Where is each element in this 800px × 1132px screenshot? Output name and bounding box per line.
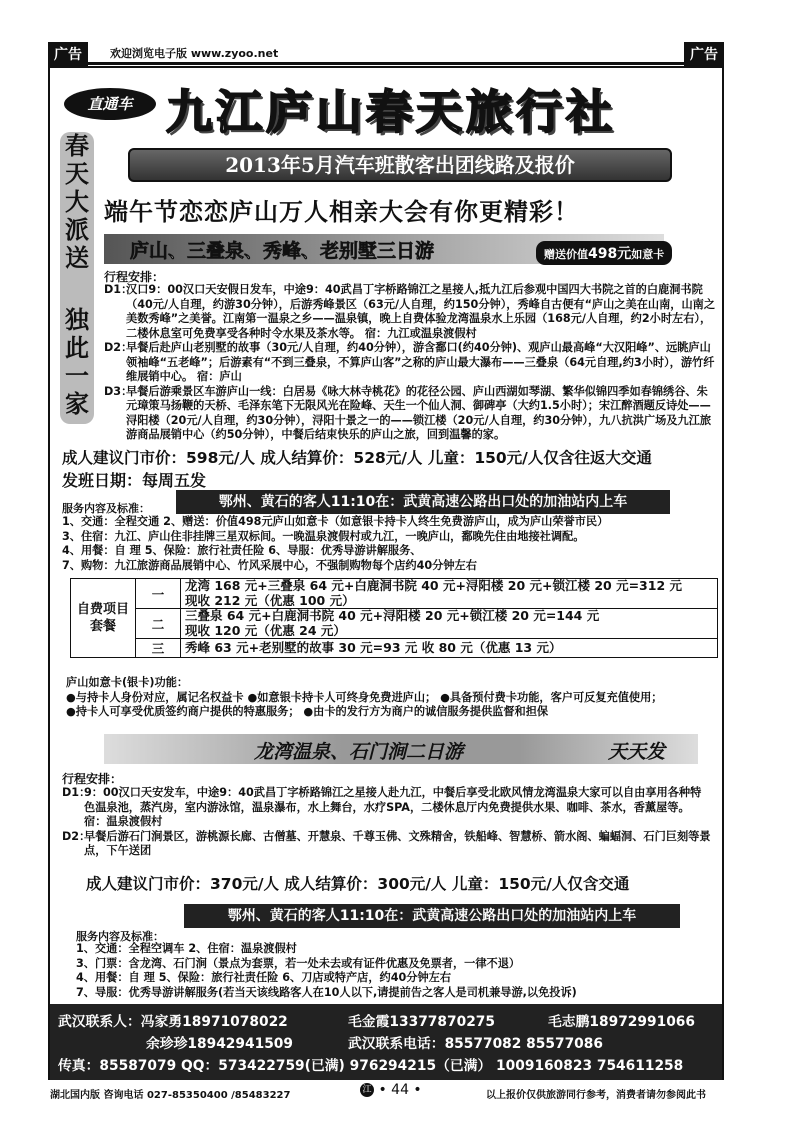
route2-itinerary — [62, 786, 712, 859]
route2-services — [76, 942, 716, 1000]
page-number — [360, 1082, 422, 1098]
page-emblem-icon: 江 — [360, 1083, 374, 1097]
contact-person-1: 武汉联系人：冯家勇18971078022 — [58, 1014, 288, 1030]
footer-left: 湖北国内版 咨询电话 027-85350400 /85483227 — [50, 1090, 291, 1101]
option-line: 现收 212 元（优惠 100 元） — [185, 592, 355, 608]
itinerary-day — [62, 830, 712, 859]
side-char: 一 — [65, 361, 89, 390]
route1-pickup: 鄂州、黄石的客人11:10在：武黄高速公路出口处的加油站内上车 — [176, 490, 670, 514]
ad-label-right: 广告 — [684, 42, 724, 66]
route2-title: 龙湾温泉、石门涧二日游 — [254, 741, 464, 763]
option-line: 现收 120 元（优惠 24 元） — [185, 622, 346, 638]
route2-pickup: 鄂州、黄石的客人11:10在：武黄高速公路出口处的加油站内上车 — [184, 904, 680, 928]
option-line: 龙湾 168 元+三叠泉 64 元+白鹿洞书院 40 元+浔阳楼 20 元+锁江楼 20 元=312 元 — [185, 578, 683, 593]
contact-fax-qq: 传真：85587079 QQ：573422759(已满) 976294215（已满） 1009160823 754611258 — [58, 1058, 684, 1074]
route1-services-label: 服务内容及标准： — [62, 502, 150, 515]
itinerary-day — [104, 283, 716, 341]
side-char: 派 — [65, 215, 89, 244]
gift-text: 赠送价值 — [544, 248, 588, 261]
option-no: 一 — [136, 579, 181, 609]
service-item: 7、导服：优秀导游讲解服务(若当天该线路客人在10人以下,请提前告之客人是司机兼导游,以免投诉) — [76, 985, 577, 999]
service-item: 1、交通：全程空调车 2、住宿：温泉渡假村 — [76, 942, 297, 955]
footer-right: 以上报价仅供旅游同行参考，消费者请勿参阅此书 — [486, 1090, 706, 1101]
itinerary-day — [104, 385, 716, 443]
ad-label-left: 广告 — [48, 42, 88, 66]
service-item: 3、住宿：九江、庐山住非挂牌三星双标间。一晚温泉渡假村或九江，一晚庐山，鄱晚先住由地接社调配。 — [62, 529, 585, 543]
day-label: D1： — [62, 786, 91, 799]
side-char: 此 — [65, 333, 89, 362]
service-item: 4、用餐：自 理 5、保险：旅行社责任险 6、导服：优秀导游讲解服务、 — [62, 544, 422, 557]
side-char: 天 — [65, 159, 89, 188]
option-line: 三叠泉 64 元+白鹿洞书院 40 元+浔阳楼 20 元+锁江楼 20 元=144 元 — [185, 608, 600, 623]
day-text: 9：00汉口天安发车，中途9：40武昌丁字桥路锦江之星接人赴九江，中餐后享受北欧风情龙湾温泉大家可以自由享用各种特色温泉池，蒸汽房，室内游泳馆，温泉瀑布，水上舞台，水疗SPA，二楼休息厅内免费提供水果、咖啡、茶水，香薰屋等。 宿：温泉渡假村 — [84, 786, 702, 828]
side-char: 大 — [65, 187, 89, 216]
route2-itinerary-label: 行程安排： — [62, 772, 123, 786]
route1-departure: 发班日期：每周五发 — [62, 471, 207, 490]
contact-person-3: 毛志鹏18972991066 — [548, 1014, 695, 1030]
option-no: 三 — [136, 639, 181, 658]
day-text: 早餐后游石门涧景区，游桃源长廊、古僧墓、开慧泉、千尊玉佛、文殊精舍，铁船峰、智慧桥、箭水阁、蝙蝠洞、石门巨刻等景点，下午送团 — [84, 829, 711, 857]
service-item: 1、交通：全程交通 2、赠送：价值498元庐山如意卡（如意银卡持卡人终生免费游庐山，成为庐山荣誉市民） — [62, 515, 609, 528]
slogan: 端午节恋恋庐山万人相亲大会有你更精彩！ — [104, 198, 579, 226]
route1-itinerary — [104, 283, 716, 443]
option-detail — [181, 579, 718, 609]
option-no: 二 — [136, 609, 181, 639]
option-line: 秀峰 63 元+老别墅的故事 30 元=93 元 收 80 元（优惠 13 元） — [185, 639, 562, 655]
day-label: D3： — [104, 384, 133, 398]
side-char: 春 — [65, 131, 89, 160]
route1-services — [62, 515, 712, 573]
brand-title: 九江庐山春天旅行社 — [166, 85, 616, 139]
gift-amount: 498元 — [588, 246, 632, 262]
day-text: 早餐后赴庐山老别墅的故事（30元/人自理，约40分钟），游含鄱口(约40分钟)、观庐山最高峰“大汉阳峰”、远眺庐山领袖峰“五老峰”；后游素有“不到三叠泉，不算庐山客”之称的庐山最大瀑布——三叠泉（64元自理,约3小时），游竹纤维展销中心。 宿：庐山 — [126, 341, 715, 383]
contact-bar — [50, 1004, 722, 1080]
day-label: D1： — [104, 283, 133, 296]
service-item: 4、用餐：自 理 5、保险：旅行社责任险 6、刀店或特产店，约40分钟左右 — [76, 971, 452, 984]
service-item: 3、门票：含龙湾、石门涧（景点为套票，若一处未去或有证件优惠及免票者，一律不退） — [76, 956, 521, 970]
route2-title-suffix: 天天发 — [608, 741, 666, 763]
gift-badge — [536, 241, 672, 265]
side-promo — [60, 132, 94, 424]
route1-title: 庐山、三叠泉、秀峰、老别墅三日游 — [130, 240, 435, 262]
contact-person-2: 毛金霞13377870275 — [348, 1014, 495, 1030]
route1-price: 成人建议门市价：598元/人 成人结算价：528元/人 儿童：150元/人仅含往返大交通 — [62, 449, 652, 467]
options-label: 自费项目套餐 — [71, 579, 136, 658]
contact-phones: 武汉联系电话：85577082 85577086 — [348, 1036, 603, 1052]
itinerary-day — [104, 341, 716, 385]
main-banner: 2013年5月汽车班散客出团线路及报价 — [128, 148, 672, 182]
card-line: ●与持卡人身份对应，属记名权益卡 ●如意银卡持卡人可终身免费进庐山； ●具备预付费卡功能，客户可反复充值使用； — [66, 690, 663, 704]
itinerary-day — [62, 786, 712, 830]
day-text: 早餐后游乘景区车游庐山一线：白居易《咏大林寺桃花》的花径公园、庐山西湖如琴湖、繁华似锦四季如春锦绣谷、朱元璋策马扬鞭的天桥、毛泽东笔下无限风光在险峰、天生一个仙人洞、御碑亭（大约1.5小时）；宋江醉酒题反诗处——浔阳楼（20元/人自理，约30分钟），浔阳十景之一的——锁江楼（20元/人自理，约30分钟），九八抗洪广场及九江旅游商品展销中心（约50分钟），中餐后结束快乐的庐山之旅，回到温馨的家。 — [126, 384, 712, 441]
brand-badge: 直通车 — [64, 88, 156, 120]
day-label: D2： — [62, 829, 91, 843]
page-number-text: • 44 • — [378, 1082, 422, 1098]
option-detail — [181, 639, 718, 658]
side-char: 送 — [65, 243, 89, 272]
side-char: 独 — [65, 305, 89, 334]
side-gap — [60, 272, 94, 306]
route1-itinerary-label: 行程安排： — [104, 270, 165, 284]
option-detail — [181, 609, 718, 639]
route2-services-label: 服务内容及标准： — [76, 930, 164, 943]
day-text: 汉口9：00汉口天安假日发车，中途9：40武昌丁字桥路锦江之星接人,抵九江后参观中国四大书院之首的白鹿洞书院（40元/人自理，约游30分钟），后游秀峰景区（63元/人自理，约150分钟），秀峰自古便有“庐山之美在山南，山南之美数秀峰”之美誉。江南第一温泉之乡——温泉镇，晚上自费体验龙湾温泉水上乐园（168元/人自理，约2小时左右），二楼休息室可免费享受各种时令水果及茶水等。 宿：九江或温泉渡假村 — [126, 283, 716, 340]
route2-header — [104, 734, 698, 764]
site-url[interactable]: 欢迎浏览电子版 www.zyoo.net — [110, 47, 279, 60]
gift-card: 如意卡 — [631, 248, 665, 261]
contact-person-4: 余珍珍18942941509 — [146, 1036, 293, 1052]
service-item: 7、购物：九江旅游商品展销中心、竹风采展中心，不强制购物每个店约40分钟左右 — [62, 558, 477, 572]
card-features — [66, 676, 716, 720]
options-table — [70, 578, 718, 658]
side-char: 家 — [65, 389, 89, 418]
route2-price: 成人建议门市价：370元/人 成人结算价：300元/人 儿童：150元/人仅含交通 — [86, 875, 630, 893]
card-label: 庐山如意卡(银卡)功能： — [66, 676, 189, 689]
day-label: D2： — [104, 341, 133, 354]
card-line: ●持卡人可享受优质签约商户提供的特惠服务； ●由卡的发行方为商户的诚信服务提供监督和担保 — [66, 705, 549, 718]
